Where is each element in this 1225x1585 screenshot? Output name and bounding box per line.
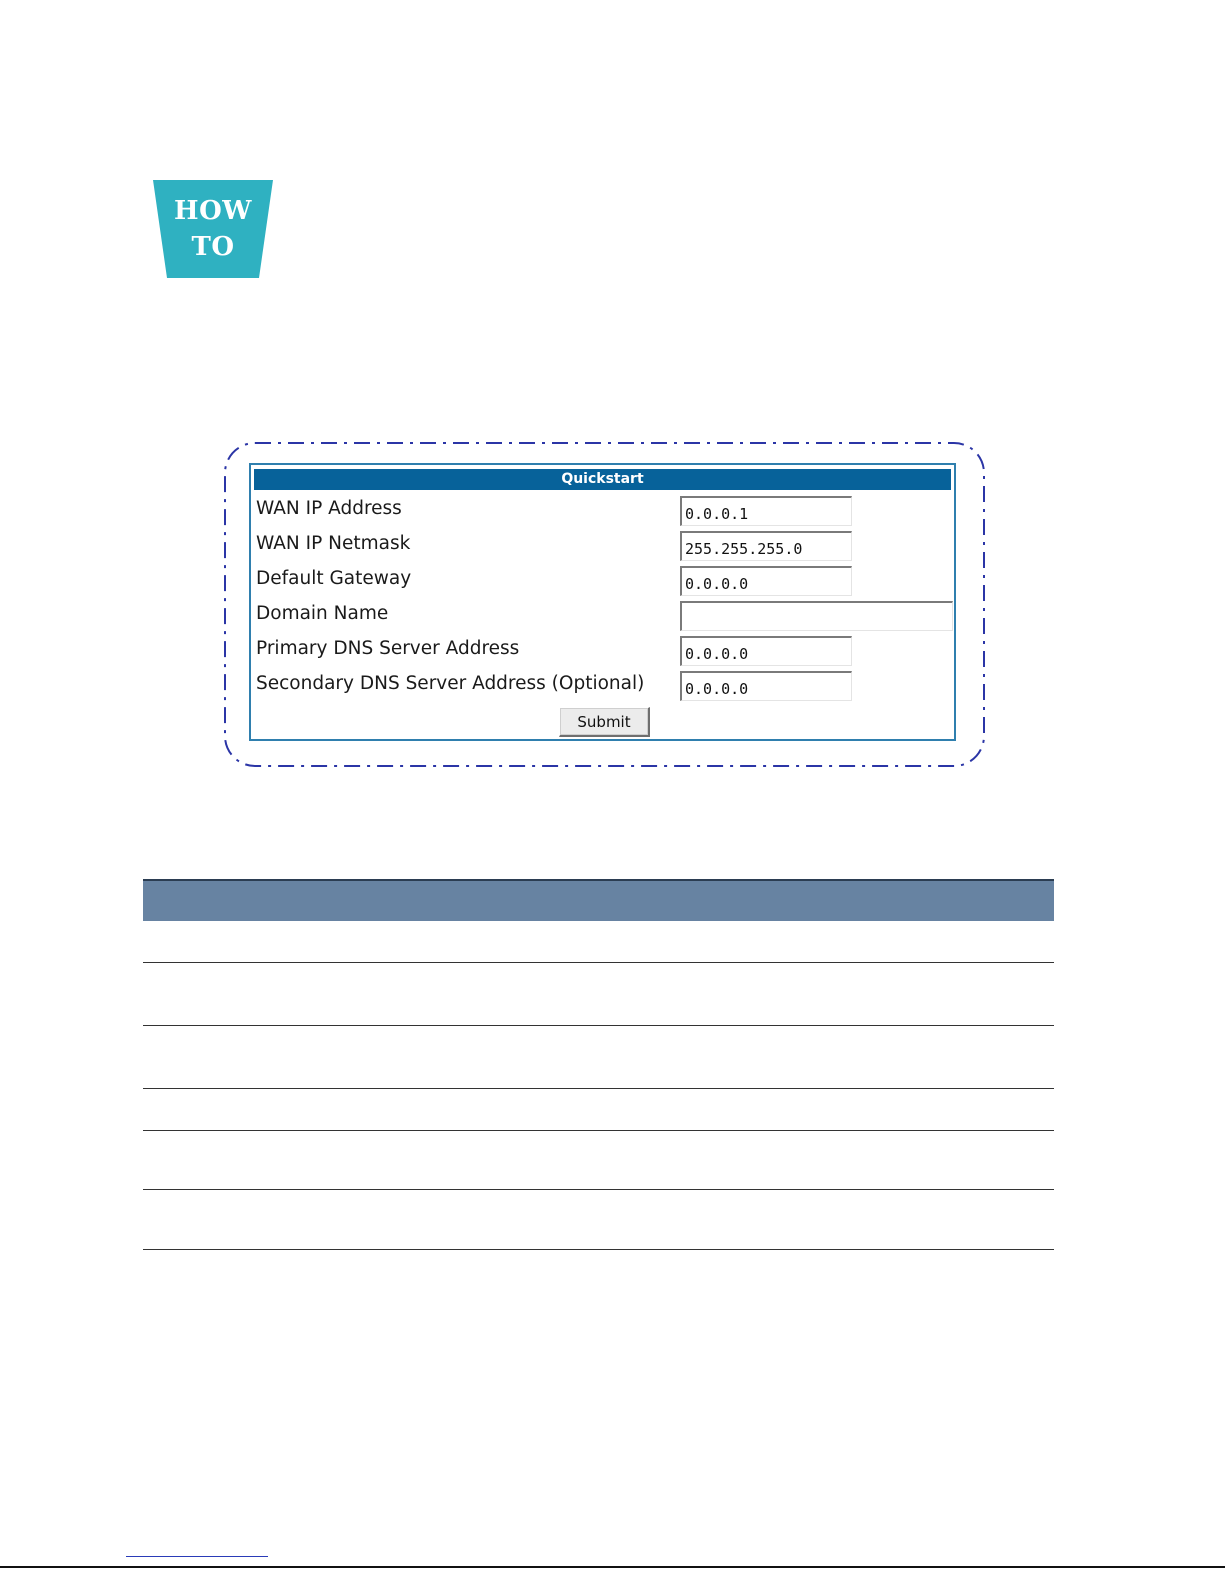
domain-name-input[interactable] <box>680 601 953 631</box>
wan-ip-address-row <box>256 494 952 529</box>
wan-ip-address-label: WAN IP Address <box>256 498 402 519</box>
default-gateway-label: Default Gateway <box>256 568 412 589</box>
table-header <box>143 879 1054 921</box>
quickstart-panel <box>249 463 956 741</box>
wan-ip-address-input[interactable] <box>680 496 852 526</box>
domain-name-label: Domain Name <box>256 603 389 624</box>
primary-dns-label: Primary DNS Server Address <box>256 638 520 659</box>
howto-line-2: TO <box>191 232 235 262</box>
footer-link-underline <box>126 1556 268 1557</box>
wan-ip-netmask-label: WAN IP Netmask <box>256 533 411 554</box>
default-gateway-row <box>256 564 952 599</box>
submit-button[interactable]: Submit <box>559 707 650 737</box>
secondary-dns-input[interactable] <box>680 671 852 701</box>
howto-line-1: HOW <box>174 196 252 226</box>
wan-ip-netmask-row <box>256 529 952 564</box>
secondary-dns-row <box>256 669 952 704</box>
table-row <box>143 1026 1054 1089</box>
quickstart-title: Quickstart <box>254 469 951 490</box>
primary-dns-row <box>256 634 952 669</box>
default-gateway-input[interactable] <box>680 566 852 596</box>
table-row <box>143 963 1054 1026</box>
howto-badge-text <box>153 180 273 278</box>
primary-dns-input[interactable] <box>680 636 852 666</box>
wan-ip-netmask-input[interactable] <box>680 531 852 561</box>
table-row <box>143 1089 1054 1131</box>
secondary-dns-label: Secondary DNS Server Address (Optional) <box>256 673 645 694</box>
domain-name-row <box>256 599 952 634</box>
table-row <box>143 1190 1054 1250</box>
footer-rule <box>0 1566 1225 1568</box>
reference-table <box>143 879 1054 1250</box>
table-row <box>143 921 1054 963</box>
howto-badge <box>153 180 273 278</box>
table-row <box>143 1131 1054 1190</box>
